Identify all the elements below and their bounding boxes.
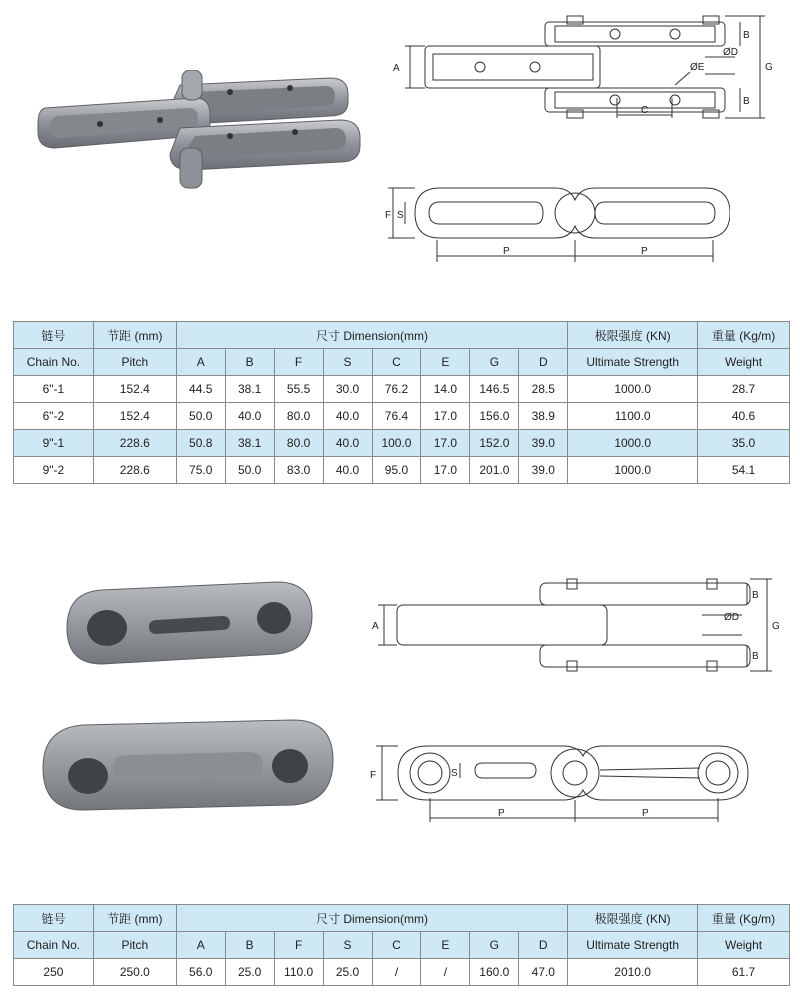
dim-label-g: G [765,62,773,73]
dim-label-b-bottom: B [743,96,750,107]
table-cell: 30.0 [323,376,372,403]
table-cell: 110.0 [274,959,323,986]
dim-label-a-2: A [372,621,379,632]
table-cell: 40.6 [698,403,790,430]
table-cell: 6"-2 [14,403,94,430]
table-cell: 100.0 [372,430,421,457]
spec-table-1 [13,321,790,484]
header-weight-cn: 重量 (Kg/m) [698,322,790,349]
table-cell: 146.5 [470,376,519,403]
header-weight-2: Weight [698,932,790,959]
table-cell: 95.0 [372,457,421,484]
dim-label-d-2: ØD [724,612,739,623]
header-g: G [470,349,519,376]
table-cell: 250.0 [93,959,176,986]
chain-side-view-drawing-1 [385,180,730,270]
dim-label-g-2: G [772,621,780,632]
dim-label-a: A [393,63,400,74]
header-d-2: D [519,932,568,959]
table-cell: 6"-1 [14,376,94,403]
table-cell: 156.0 [470,403,519,430]
spec-table-2 [13,904,790,986]
table-cell: 76.2 [372,376,421,403]
chain-top-view-drawing-1 [385,10,780,125]
table-cell: 152.4 [93,376,176,403]
table-cell: 1000.0 [568,430,698,457]
header-f-2: F [274,932,323,959]
header-c-2: C [372,932,421,959]
table-cell: 9"-1 [14,430,94,457]
header-pitch-cn: 节距 (mm) [93,322,176,349]
table-cell: 228.6 [93,430,176,457]
table-row [14,403,790,430]
table-cell: 80.0 [274,430,323,457]
header-chain-no: Chain No. [14,349,94,376]
dim-label-f-2: F [370,770,377,781]
dim-label-p-3: P [498,808,505,819]
header-strength-2: Ultimate Strength [568,932,698,959]
header-s: S [323,349,372,376]
header-strength-cn-2: 极限强度 (KN) [568,905,698,932]
table-cell: 201.0 [470,457,519,484]
table-cell: 38.1 [225,430,274,457]
table-cell: 152.0 [470,430,519,457]
dim-label-p-4: P [642,808,649,819]
header-e-2: E [421,932,470,959]
dim-label-c: C [641,105,649,116]
table-cell: 25.0 [323,959,372,986]
table-cell: 76.4 [372,403,421,430]
table-cell: 28.5 [519,376,568,403]
table-cell: 55.5 [274,376,323,403]
link-photo-2 [38,710,338,815]
table-cell: 40.0 [323,403,372,430]
dim-label-b-top: B [743,30,750,41]
table-cell: 1000.0 [568,457,698,484]
dim-label-p-2: P [641,246,648,257]
dim-label-f: F [385,210,392,221]
header-dimension-cn-2: 尺寸 Dimension(mm) [176,905,567,932]
table-cell: 152.4 [93,403,176,430]
header-pitch-2: Pitch [93,932,176,959]
table-cell: 47.0 [519,959,568,986]
table-row [14,457,790,484]
table-cell: 39.0 [519,457,568,484]
header-a: A [176,349,225,376]
table-cell: 61.7 [698,959,790,986]
table-cell: / [421,959,470,986]
table-cell: 160.0 [470,959,519,986]
link-photo-1 [62,578,322,668]
table-cell: 50.0 [176,403,225,430]
table-cell: 17.0 [421,457,470,484]
table-cell: 40.0 [323,457,372,484]
table-cell: 75.0 [176,457,225,484]
header-chain-no-2: Chain No. [14,932,94,959]
table-row [14,959,790,986]
header-d: D [519,349,568,376]
dim-label-b-bottom-2: B [752,651,759,662]
dim-label-s: S [397,210,404,221]
dim-label-s-2: S [451,768,458,779]
chain-top-view-drawing-2 [372,575,782,685]
header-weight: Weight [698,349,790,376]
table-cell: 50.0 [225,457,274,484]
header-b: B [225,349,274,376]
table-cell: 56.0 [176,959,225,986]
dim-label-b-top-2: B [752,590,759,601]
header-s-2: S [323,932,372,959]
table-cell: 2010.0 [568,959,698,986]
table-cell: 38.1 [225,376,274,403]
header-pitch: Pitch [93,349,176,376]
header-weight-cn-2: 重量 (Kg/m) [698,905,790,932]
table-cell: 83.0 [274,457,323,484]
table-cell: 35.0 [698,430,790,457]
table-cell: 1100.0 [568,403,698,430]
header-strength: Ultimate Strength [568,349,698,376]
table-cell: 38.9 [519,403,568,430]
table-cell: 50.8 [176,430,225,457]
dim-label-e: ØE [690,62,705,73]
header-g-2: G [470,932,519,959]
table-cell: 28.7 [698,376,790,403]
header-strength-cn: 极限强度 (KN) [568,322,698,349]
table-cell: 44.5 [176,376,225,403]
table-cell: 1000.0 [568,376,698,403]
header-chain-no-cn-2: 链号 [14,905,94,932]
header-c: C [372,349,421,376]
chain-assembly-photo [30,70,370,200]
header-a-2: A [176,932,225,959]
table-cell: 80.0 [274,403,323,430]
header-f: F [274,349,323,376]
dim-label-p-1: P [503,246,510,257]
header-dimension-cn: 尺寸 Dimension(mm) [176,322,568,349]
table-row [14,376,790,403]
table-cell: 9"-2 [14,457,94,484]
table-cell: 40.0 [323,430,372,457]
chain-side-view-drawing-2 [368,738,758,828]
header-e: E [421,349,470,376]
table-cell: 14.0 [421,376,470,403]
dim-label-d: ØD [723,47,738,58]
table-cell: 39.0 [519,430,568,457]
table-cell: 40.0 [225,403,274,430]
table-cell: 25.0 [225,959,274,986]
header-b-2: B [225,932,274,959]
table-cell: / [372,959,421,986]
table-cell: 17.0 [421,430,470,457]
table-cell: 54.1 [698,457,790,484]
header-pitch-cn-2: 节距 (mm) [93,905,176,932]
table-row-highlighted [14,430,790,457]
table-cell: 17.0 [421,403,470,430]
table-cell: 228.6 [93,457,176,484]
table-cell: 250 [14,959,94,986]
header-chain-no-cn: 链号 [14,322,94,349]
